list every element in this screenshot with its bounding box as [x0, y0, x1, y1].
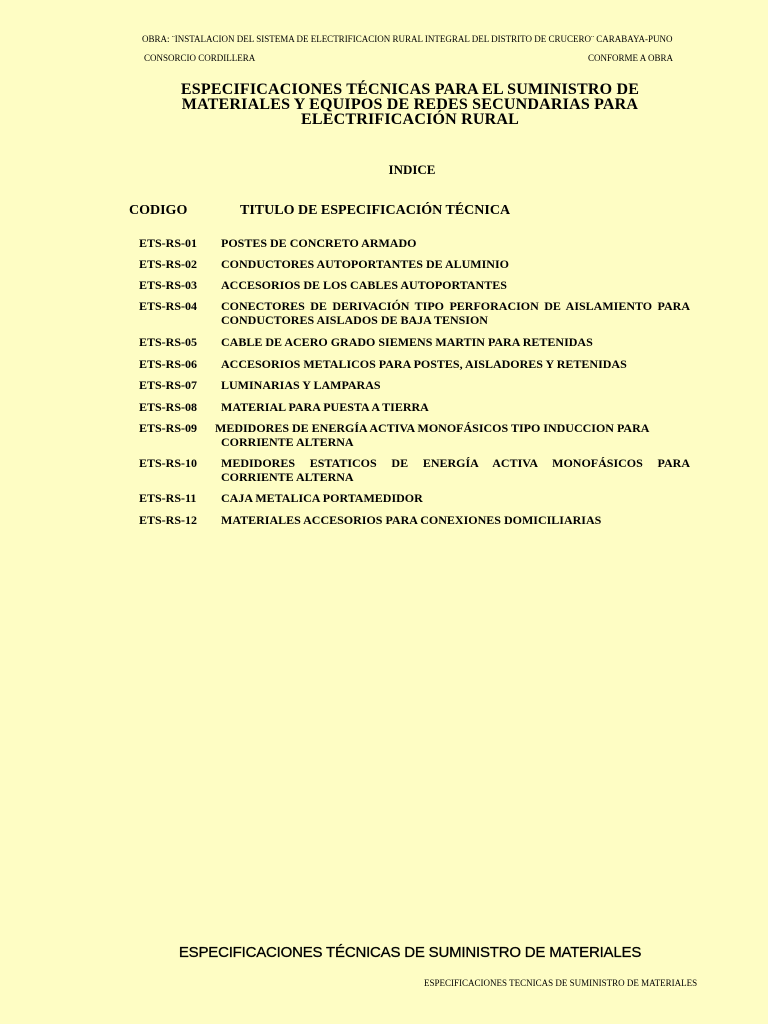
- index-row: [139, 421, 690, 449]
- index-row-title: ACCESORIOS DE LOS CABLES AUTOPORTANTES: [221, 278, 507, 292]
- index-row: [139, 378, 690, 392]
- index-row-title: CONDUCTORES AUTOPORTANTES DE ALUMINIO: [221, 257, 509, 271]
- index-heading: INDICE: [388, 162, 436, 177]
- index-row: [139, 299, 690, 327]
- index-row-title-continuation: CORRIENTE ALTERNA: [221, 435, 354, 449]
- index-row-code: ETS-RS-12: [139, 513, 198, 527]
- index-row-title: MEDIDORES ESTATICOS DE ENERGÍA ACTIVA MONOFÁSICOS PARA CORRIENTE ALTERNA: [221, 456, 690, 484]
- column-header-title: TITULO DE ESPECIFICACIÓN TÉCNICA: [240, 203, 511, 218]
- index-row-code: ETS-RS-11: [139, 491, 197, 505]
- index-row-title: MATERIALES ACCESORIOS PARA CONEXIONES DOMICILIARIAS: [221, 513, 602, 527]
- index-row-code: ETS-RS-07: [139, 378, 198, 392]
- index-row-title: ACCESORIOS METALICOS PARA POSTES, AISLADORES Y RETENIDAS: [221, 357, 627, 371]
- page-title-line-2: MATERIALES Y EQUIPOS DE REDES SECUNDARIAS PARA: [181, 96, 639, 113]
- index-row-code: ETS-RS-03: [139, 278, 198, 292]
- index-row: [139, 236, 690, 250]
- index-row: [139, 456, 690, 484]
- index-row-code: ETS-RS-06: [139, 357, 198, 371]
- index-row-title: CABLE DE ACERO GRADO SIEMENS MARTIN PARA RETENIDAS: [221, 335, 593, 349]
- header-consorcio: CONSORCIO CORDILLERA: [144, 53, 256, 63]
- page-title-line-1: ESPECIFICACIONES TÉCNICAS PARA EL SUMINISTRO DE: [180, 81, 640, 98]
- index-row: [139, 357, 690, 371]
- index-row-code: ETS-RS-09: [139, 421, 198, 435]
- index-row: [139, 335, 690, 349]
- index-row-title: CAJA METALICA PORTAMEDIDOR: [221, 491, 423, 505]
- footer-title: ESPECIFICACIONES TÉCNICAS DE SUMINISTRO DE MATERIALES: [178, 944, 642, 961]
- page-title: [140, 82, 680, 127]
- index-row-title: CONECTORES DE DERIVACIÓN TIPO PERFORACION DE AISLAMIENTO PARA CONDUCTORES AISLADOS DE BAJA TENSION: [221, 299, 690, 327]
- index-row-title: MATERIAL PARA PUESTA A TIERRA: [221, 400, 429, 414]
- index-row-code: ETS-RS-01: [139, 236, 198, 250]
- index-row-title: [215, 421, 690, 449]
- column-header-code: CODIGO: [129, 203, 188, 218]
- page-title-line-3: ELECTRIFICACIÓN RURAL: [300, 111, 519, 128]
- index-row-title: POSTES DE CONCRETO ARMADO: [221, 236, 417, 250]
- header-conforme: CONFORME A OBRA: [588, 53, 674, 63]
- footer-running-text: ESPECIFICACIONES TECNICAS DE SUMINISTRO DE MATERIALES: [424, 978, 698, 988]
- index-row-code: ETS-RS-04: [139, 299, 198, 313]
- index-row-code: ETS-RS-10: [139, 456, 198, 470]
- index-row: [139, 257, 690, 271]
- index-row-code: ETS-RS-02: [139, 257, 198, 271]
- index-row-title: LUMINARIAS Y LAMPARAS: [221, 378, 381, 392]
- index-row: [139, 400, 690, 414]
- index-row: [139, 278, 690, 292]
- index-row-code: ETS-RS-05: [139, 335, 198, 349]
- index-row-title-line: MEDIDORES DE ENERGÍA ACTIVA MONOFÁSICOS TIPO INDUCCION PARA: [215, 421, 650, 435]
- index-row-code: ETS-RS-08: [139, 400, 198, 414]
- header-obra: OBRA: ¨INSTALACION DEL SISTEMA DE ELECTRIFICACION RURAL INTEGRAL DEL DISTRITO DE CRUCERO¨ CARABAYA-PUNO: [142, 34, 673, 44]
- index-row: [139, 513, 690, 527]
- index-row: [139, 491, 690, 505]
